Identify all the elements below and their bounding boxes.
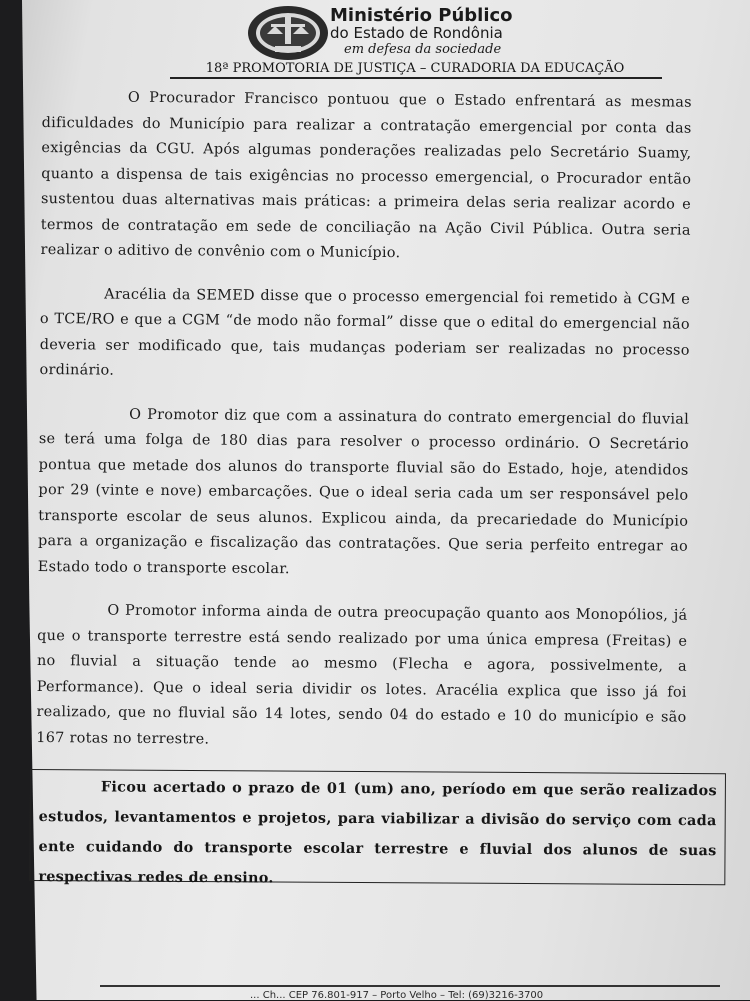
paragraph: O Promotor informa ainda de outra preocupação quanto aos Monopólios, já que o transporte terrestre está sendo realizado por uma única empresa (Freitas) e no fluvial a situação tende ao mesmo (Flecha e agora, possivelmente, a Performance). Que o ideal seria dividir os lotes. Aracélia explica que isso já foi realizado, que no fluvial são 14 lotes, sendo 04 do estado e 10 do município e são 167 rotas no terrestre. [36,602,688,747]
paragraph: O Procurador Francisco pontuou que o Estado enfrentará as mesmas dificuldades do Município para realizar a contratação emergencial por conta das exigências da CGU. Após algumas ponderações realizadas pelo Secretário Suamy, quanto a dispensa de tais exigências no processo emergencial, o Procurador então sustentou duas alternativas mais práticas: a primeira delas seria realizar acordo e termos de contratação em sede de conciliação na Ação Civil Pública. Outra seria realizar o aditivo de convênio com o Município. [40,89,692,262]
footer-divider [100,985,720,987]
footer-address: ... Ch... CEP 76.801-917 – Porto Velho – Tel: (69)3216-3700 [250,990,544,1001]
paragraph: Aracélia da SEMED disse que o processo emergencial foi remetido à CGM e o TCE/RO e que a CGM “de modo não formal” disse que o edital do emergencial não deveria ser modificado que, tais mudanças poderiam ser realizadas no processo ordinário. [39,286,691,379]
agreement-text: Ficou acertado o prazo de 01 (um) ano, período em que serão realizados estudos, levantamentos e projetos, para viabilizar a divisão do serviço com cada ente cuidando do transporte escolar terrestre e fluvial dos alunos de suas respectivas redes de ensino. [38,778,717,887]
org-motto: em defesa da sociedade [344,42,502,57]
org-subtitle: do Estado de Rondônia [330,24,503,42]
ministry-seal-icon [245,4,331,62]
agreement-box [29,769,726,885]
office-heading: 18ª PROMOTORIA DE JUSTIÇA – CURADORIA DA EDUCAÇÃO [205,61,625,76]
organization-name [330,6,513,59]
heading-divider [170,77,662,79]
paragraph: O Promotor diz que com a assinatura do contrato emergencial do fluvial se terá uma folga de 180 dias para resolver o processo ordinário. O Secretário pontua que metade dos alunos do transporte fluvial são do Estado, hoje, atendidos por 29 (vinte e nove) embarcações. Que o ideal seria cada um ser responsável pelo transporte escolar de seus alunos. Explicou ainda, da precariedade do Município para a organização e fiscalização das contratações. Que seria perfeito entregar ao Estado todo o transporte escolar. [37,406,690,577]
document-body [36,85,692,775]
org-title: Ministério Público [330,5,513,26]
letterhead [225,4,555,64]
